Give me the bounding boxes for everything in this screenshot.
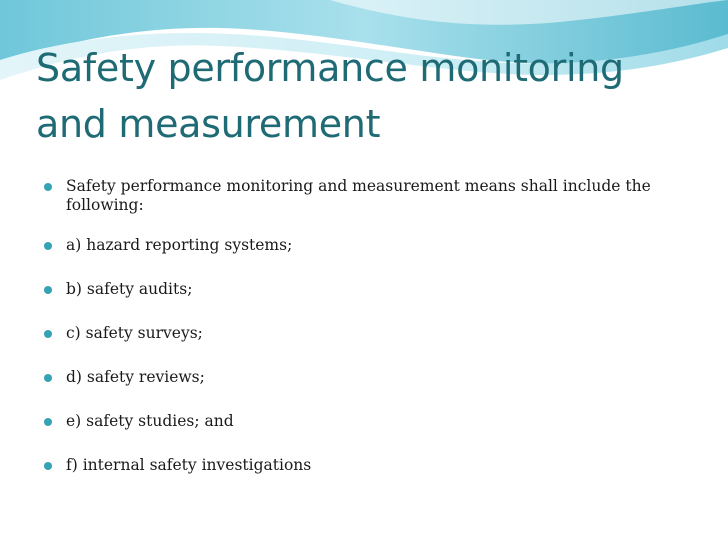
slide-title-line-2: and measurement: [36, 102, 381, 146]
bullet-list: [44, 177, 684, 500]
bullet-item-internal-investigations: [44, 456, 684, 475]
bullet-item-safety-surveys: [44, 324, 684, 343]
bullet-dot-icon: [44, 462, 52, 470]
bullet-item-safety-reviews: [44, 368, 684, 387]
bullet-text: a) hazard reporting systems;: [66, 236, 293, 254]
bullet-text: b) safety audits;: [66, 280, 193, 298]
bullet-dot-icon: [44, 286, 52, 294]
bullet-item-intro: [44, 177, 684, 215]
bullet-item-safety-studies: [44, 412, 684, 431]
bullet-text: c) safety surveys;: [66, 324, 203, 342]
slide-title-line-1: Safety performance monitoring: [36, 46, 624, 90]
bullet-dot-icon: [44, 330, 52, 338]
bullet-text: e) safety studies; and: [66, 412, 234, 430]
bullet-item-hazard-reporting: [44, 236, 684, 255]
slide-title: [36, 40, 696, 152]
bullet-dot-icon: [44, 418, 52, 426]
bullet-text: f) internal safety investigations: [66, 456, 312, 474]
bullet-item-safety-audits: [44, 280, 684, 299]
bullet-dot-icon: [44, 183, 52, 191]
bullet-dot-icon: [44, 374, 52, 382]
bullet-text: d) safety reviews;: [66, 368, 205, 386]
bullet-text: Safety performance monitoring and measurement means shall include the following:: [66, 177, 651, 214]
bullet-dot-icon: [44, 242, 52, 250]
